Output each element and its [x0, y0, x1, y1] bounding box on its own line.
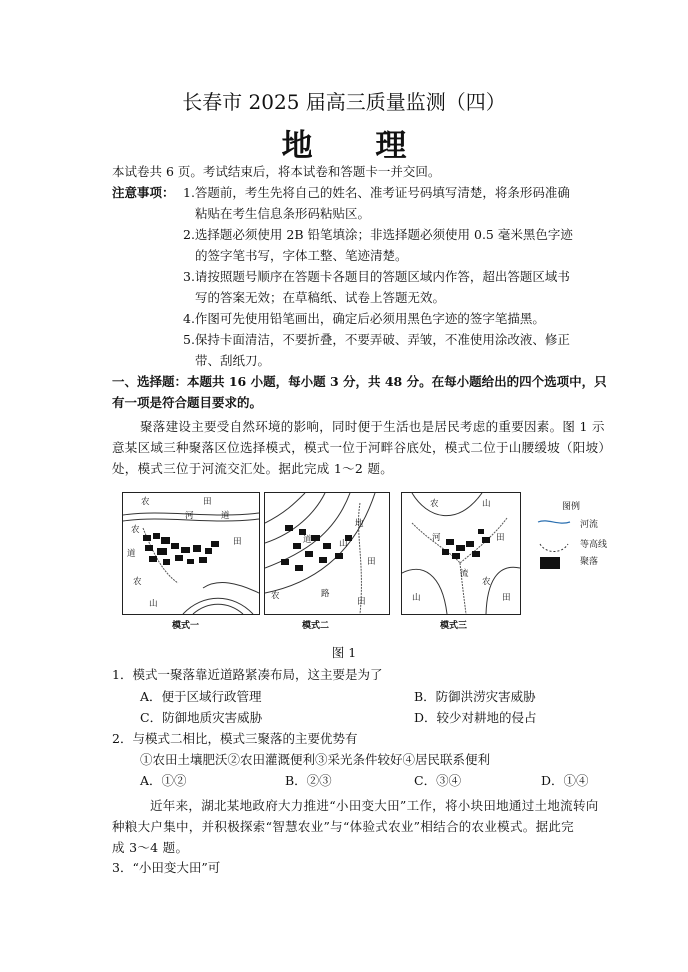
map2-label-0: 地 [355, 519, 364, 529]
passage2-line1: 近年来，湖北某地政府大力推进“小田变大田”工作，将小块田地通过土地流转向 [150, 798, 599, 813]
passage1-line2: 意某区域三种聚落区位选择模式，模式一位于河畔谷底处，模式二位于山腰缓坡（阳坡） [112, 440, 612, 455]
legend-settlement: 聚落 [580, 557, 599, 567]
map1-label-8: 山 [149, 599, 158, 609]
map-panel-mode2 [264, 492, 390, 615]
subject-title: 地 理 [281, 128, 433, 164]
q1-option-c: C．防御地质灾害威胁 [140, 710, 263, 725]
map-panel-mode3 [401, 492, 521, 615]
passage2-line2: 种粮大户集中，并积极探索“智慧农业”与“体验式农业”相结合的农业模式。据此完 [112, 819, 574, 834]
map3-label-6: 山 [412, 593, 421, 603]
map1-label-0: 农 [141, 497, 150, 507]
map1-label-6: 田 [233, 537, 242, 547]
notice-item-5b: 带、刮纸刀。 [195, 353, 271, 368]
passage1-line1: 聚落建设主要受自然环境的影响，同时便于生活也是居民考虑的重要因素。图 1 示 [140, 419, 605, 434]
map2-label-1: 道 [303, 535, 312, 545]
map3-label-4: 流 [460, 569, 469, 579]
q2-choices: ①农田土壤肥沃②农田灌溉便利③采光条件较好④居民联系便利 [140, 752, 491, 767]
intro-line: 本试卷共 6 页。考试结束后，将本试卷和答题卡一并交回。 [112, 164, 441, 179]
map1-label-3: 道 [221, 511, 230, 521]
map3-label-7: 田 [502, 593, 511, 603]
map1-label-5: 道 [127, 549, 136, 559]
map2-label-4: 农 [271, 591, 280, 601]
q3-stem: 3．“小田变大田”可 [112, 860, 221, 875]
notice-item-1b: 粘贴在考生信息条形码粘贴区。 [195, 206, 371, 221]
q2-option-b: B．②③ [285, 773, 332, 788]
map2-label-2: 山 [339, 539, 348, 549]
notice-item-1a: 1.答题前，考生先将自己的姓名、准考证号码填写清楚，将条形码准确 [183, 185, 570, 200]
exam-title: 长春市 2025 届高三质量监测（四） [182, 90, 506, 114]
map2-label-5: 路 [321, 589, 330, 599]
map-legend [530, 500, 650, 580]
settlement-symbol-icon [540, 557, 560, 569]
map2-label-3: 田 [367, 557, 376, 567]
mode2-caption: 模式二 [302, 621, 330, 631]
q1-option-d: D．较少对耕地的侵占 [414, 710, 537, 725]
map3-label-2: 河 [432, 533, 441, 543]
river-symbol-icon [538, 521, 570, 523]
q2-option-a: A．①② [140, 773, 187, 788]
notice-label: 注意事项： [112, 185, 175, 200]
contour-symbol-icon [540, 544, 568, 552]
map1-label-4: 农 [131, 525, 140, 535]
section-heading-line2: 有一项是符合题目要求的。 [112, 395, 263, 410]
map3-label-1: 山 [482, 499, 491, 509]
notice-item-4: 4.作图可先使用铅笔画出，确定后必须用黑色字迹的签字笔描黑。 [183, 311, 545, 326]
q2-option-c: C．③④ [414, 773, 462, 788]
q1-option-a: A．便于区域行政管理 [140, 689, 262, 704]
passage2-line3: 成 3～4 题。 [112, 840, 189, 855]
legend-contour: 等高线 [580, 540, 608, 550]
q1-option-b: B．防御洪涝灾害威胁 [414, 689, 536, 704]
figure-caption: 图 1 [331, 645, 357, 660]
mode1-caption: 模式一 [172, 621, 200, 631]
passage1-line3: 处，模式三位于河流交汇处。据此完成 1～2 题。 [112, 461, 394, 476]
map1-label-1: 田 [203, 497, 212, 507]
legend-title: 图例 [562, 502, 581, 512]
map3-label-3: 田 [496, 533, 505, 543]
q2-stem: 2．与模式二相比，模式三聚落的主要优势有 [112, 731, 358, 746]
q1-stem: 1．模式一聚落靠近道路紧凑布局，这主要是为了 [112, 667, 383, 682]
mode3-caption: 模式三 [440, 621, 468, 631]
notice-item-5a: 5.保持卡面清洁，不要折叠，不要弄破、弄皱，不准使用涂改液、修正 [183, 332, 570, 347]
map3-label-0: 农 [430, 499, 439, 509]
map3-label-5: 农 [482, 577, 491, 587]
notice-item-3a: 3.请按照题号顺序在答题卡各题目的答题区域内作答，超出答题区域书 [183, 269, 570, 284]
map2-label-6: 田 [357, 597, 366, 607]
map1-label-7: 农 [133, 577, 142, 587]
notice-item-3b: 写的答案无效；在草稿纸、试卷上答题无效。 [195, 290, 446, 305]
map1-label-2: 河 [185, 511, 194, 521]
notice-item-2b: 的签字笔书写，字体工整、笔迹清楚。 [195, 248, 408, 263]
q2-option-d: D．①④ [541, 773, 589, 788]
section-heading-line1: 一、选择题：本题共 16 小题，每小题 3 分，共 48 分。在每小题给出的四个选项中，只 [112, 374, 607, 389]
notice-item-2a: 2.选择题必须使用 2B 铅笔填涂；非选择题必须使用 0.5 毫米黑色字迹 [183, 227, 573, 242]
map-panel-mode1 [122, 492, 260, 615]
legend-river: 河流 [580, 520, 599, 530]
